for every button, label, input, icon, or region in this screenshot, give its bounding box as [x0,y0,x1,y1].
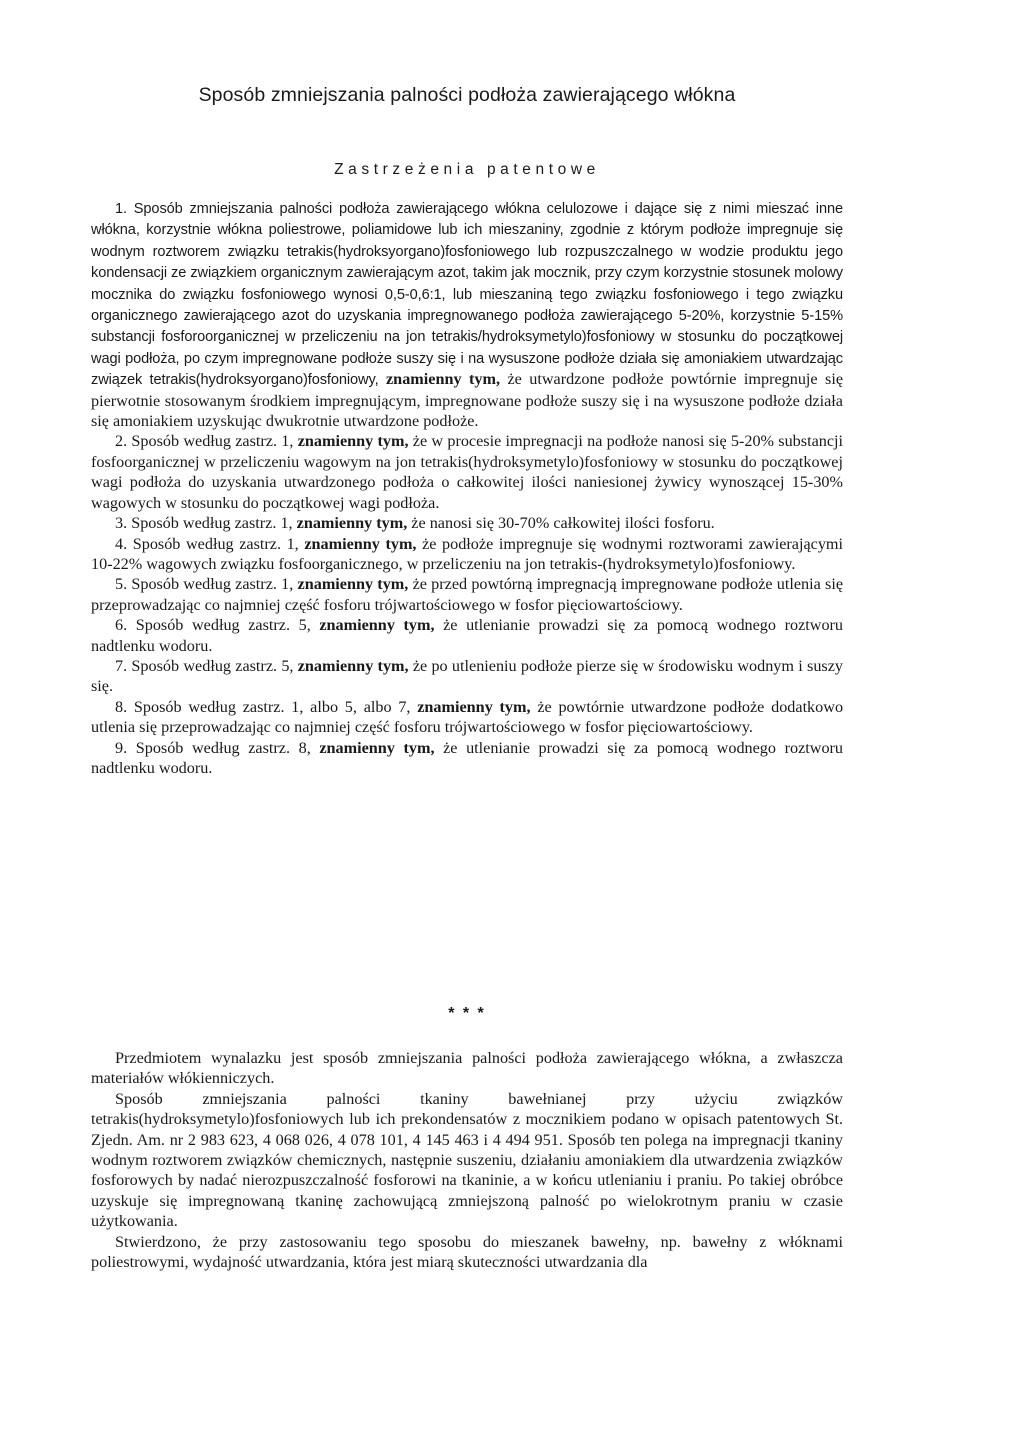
section-separator: * * * [448,1005,486,1022]
claim-rest: że powtórnie utwardzone podłoże dodatkowo utlenia się przeprowadzając co najmniej część fosforu trójwartościowego w fosfor pięciowartościowy. [91,697,844,737]
claim-rest: że po utlenieniu podłoże pierze się w środowisku wodnym i suszy się. [91,656,843,696]
claim-rest: że utlenianie prowadzi się za pomocą wodnego roztworu nadtlenku wodoru. [91,738,844,777]
claims-heading: Zastrzeżenia patentowe [334,161,600,178]
claim-keyword: znamienny tym, [417,697,531,716]
claim-7 [91,656,843,697]
claim-1 [91,198,843,431]
claim-lead: 4. Sposób według zastrz. 1, [115,534,299,553]
claim-rest: że przed powtórną impregnacją impregnowane podłoże utlenia się przeprowadzając co najmniej część fosforu trójwartościowego w fosfor pięciowartościowy. [91,575,844,614]
description-paragraph-2: Sposób zmniejszania palności tkaniny bawełnianej przy użyciu związków tetrakis(hydroksymetylo)fosfoniowych lub ich prekondensatów z mocznikiem podano w opisach patentowych St. Zjedn. Am. nr 2 983 623, 4 068 026, 4 078 101, 4 145 463 i 4 494 951. Sposób ten polega na impregnacji tkaniny wodnym roztworem związków chemicznych, następnie suszeniu, działaniu amoniakiem dla utwardzenia związków fosforowych by nadać nierozpuszczalność fosforowi na tkaninie, a w końcu utlenianiu i praniu. Po takiej obróbce uzyskuje się impregnowaną tkaninę zachowującą zmniejszoną palność po wielokrotnym praniu w czasie użytkowania. [91,1089,843,1231]
claim-1-keyword: znamienny tym, [386,370,500,389]
claim-keyword: znamienny tym, [297,432,409,451]
claim-1-body: 1. Sposób zmniejszania palności podłoża zawierającego włókna celulozowe i dające się z nimi mieszać inne włókna, korzystnie włókna poliestrowe, poliamidowe lub ich mieszaniny, zgodnie z którym podłoże impregnuje się wodnym roztworem związku tetrakis(hydroksyorgano)fosfoniowego lub rozpuszczalnego w wodzie produktu jego kondensacji ze związkiem organicznym zawierającym azot, takim jak mocznik, przy czym korzystnie stosunek molowy mocznika do związku fosfoniowego wynosi 0,5-0,6:1, lub mieszaniną tego związku fosfoniowego i tego związku organicznego zawierającego azot do uzyskania impregnowanego podłoża zawierającego 5-20%, korzystnie 5-15% substancji fosforoorganicznej w przeliczeniu na jon tetrakis/hydroksymetylo)fosfoniowy w stosunku do początkowej wagi podłoża, po czym impregnowane podłoże suszy się i na wysuszone podłoże działa się amoniakiem utwardzając związek tetrakis(hydroksyorgano)fosfoniowy, [91,201,843,389]
claim-6 [91,615,843,656]
document-title: Sposób zmniejszania palności podłoża zawierającego włókna [198,84,736,106]
claim-rest: że podłoże impregnuje się wodnymi roztworami zawierającymi 10-22% wagowych związku fosfoorganicznego, w przeliczeniu na jon tetrakis-(hydroksymetylo)fosfoniowy. [91,534,844,573]
claim-lead: 5. Sposób według zastrz. 1, [115,575,294,594]
claim-keyword: znamienny tym, [319,616,435,635]
claim-keyword: znamienny tym, [296,514,408,533]
claims-section [91,198,843,778]
description-paragraph-3: Stwierdzono, że przy zastosowaniu tego sposobu do mieszanek bawełny, np. bawełny z włóknami poliestrowymi, wydajność utwardzania, która jest miarą skuteczności utwardzania dla [91,1232,843,1272]
claim-lead: 2. Sposób według zastrz. 1, [115,432,294,451]
description-section [91,1048,843,1272]
claim-rest: że w procesie impregnacji na podłoże nanosi się 5-20% substancji fosfoorganicznej w przeliczeniu wagowym na jon tetrakis(hydroksymetylo)fosfoniowy w stosunku do początkowej wagi podłoża do uzyskania utwardzonego podłoża o całkowitej ilości naniesionej żywicy wynoszącej 15-30% wagowych w stosunku do początkowej wagi podłoża. [91,432,844,512]
claim-lead: 9. Sposób według zastrz. 8, [115,738,311,757]
claim-lead: 3. Sposób według zastrz. 1, [115,514,293,533]
claim-rest: że nanosi się 30-70% całkowitej ilości fosforu. [411,514,715,533]
claim-keyword: znamienny tym, [297,575,409,594]
claim-3 [91,513,843,533]
claim-9 [91,738,843,779]
description-paragraph-1: Przedmiotem wynalazku jest sposób zmniejszania palności podłoża zawierającego włókna, a zwłaszcza materiałów włókienniczych. [91,1049,843,1088]
claim-keyword: znamienny tym, [304,534,417,553]
claim-rest: że utlenianie prowadzi się za pomocą wodnego roztworu nadtlenku wodoru. [91,616,844,655]
claim-lead: 6. Sposób według zastrz. 5, [115,616,311,635]
claim-5 [91,574,843,615]
claim-2 [91,431,843,513]
claim-lead: 7. Sposób według zastrz. 5, [115,656,294,675]
claim-8 [91,697,843,738]
claim-lead: 8. Sposób według zastrz. 1, albo 5, albo 7, [115,697,411,716]
claim-keyword: znamienny tym, [297,656,409,675]
claim-keyword: znamienny tym, [319,738,435,757]
claim-4 [91,534,843,575]
claim-1-rest: że utwardzone podłoże powtórnie impregnuje się pierwotnie stosowanym środkiem impregnującym, impregnowane podłoże suszy się i na wysuszone podłoże działa się amoniakiem uzyskując dwukrotnie utwardzone podłoże. [91,370,844,431]
